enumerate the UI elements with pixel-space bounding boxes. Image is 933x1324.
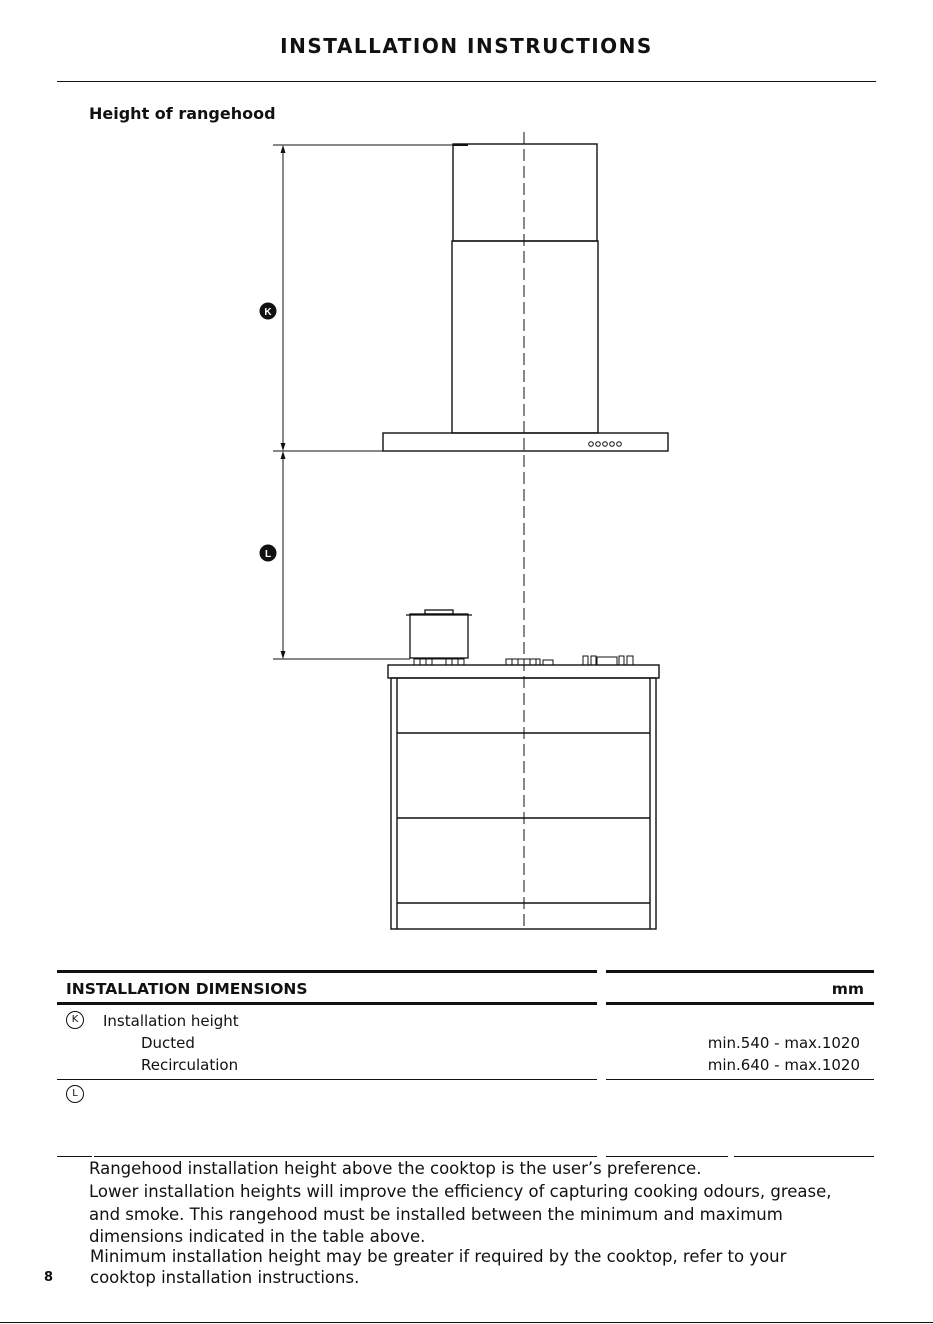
- table-header-rule-right: [606, 1002, 874, 1005]
- note-efficiency: Lower installation heights will improve the efficiency of capturing cooking odours, grease, and smoke. This rangehood must be installed between the minimum and maximum dimensions indicated in the table above.: [89, 1182, 832, 1246]
- table-row-rule-right: [606, 1079, 874, 1080]
- note-minimum-height: Minimum installation height may be greater if required by the cooktop, refer to your cooktop installation instructions.: [90, 1247, 787, 1287]
- table-bottom-rule-3: [606, 1156, 728, 1157]
- control-buttons: [589, 442, 622, 447]
- note-preference: Rangehood installation height above the cooktop is the user’s preference.: [89, 1159, 702, 1178]
- table-header-dimensions: INSTALLATION DIMENSIONS: [66, 980, 308, 998]
- cooking-pot: [406, 610, 472, 658]
- table-bottom-rule-2: [94, 1156, 597, 1157]
- chimney-lower: [452, 241, 598, 433]
- table-bottom-rule-4: [734, 1156, 874, 1157]
- chimney-upper: [453, 144, 597, 241]
- table-header-unit: mm: [831, 980, 864, 998]
- footer-rule: [0, 1322, 933, 1323]
- table-row-label: Recirculation: [141, 1056, 239, 1074]
- table-top-rule-left: [57, 970, 597, 973]
- rangehood-canopy: [383, 433, 668, 451]
- marker-k-text: K: [264, 307, 272, 318]
- table-marker-l: L: [66, 1085, 84, 1103]
- table-marker-k: K: [66, 1011, 84, 1029]
- table-header-rule-left: [57, 1002, 597, 1005]
- page-number: 8: [44, 1270, 54, 1285]
- table-row-rule-left: [57, 1079, 597, 1080]
- table-top-rule-right: [606, 970, 874, 973]
- table-row-value: min.540 - max.1020: [707, 1034, 860, 1052]
- page-title: INSTALLATION INSTRUCTIONS: [280, 34, 653, 58]
- marker-l-text: L: [264, 549, 272, 560]
- table-row-label: Ducted: [141, 1034, 195, 1052]
- table-bottom-rule-1: [57, 1156, 92, 1157]
- table-row-label: Installation height: [103, 1012, 239, 1030]
- section-heading: Height of rangehood: [89, 104, 276, 123]
- table-row-value: min.640 - max.1020: [707, 1056, 860, 1074]
